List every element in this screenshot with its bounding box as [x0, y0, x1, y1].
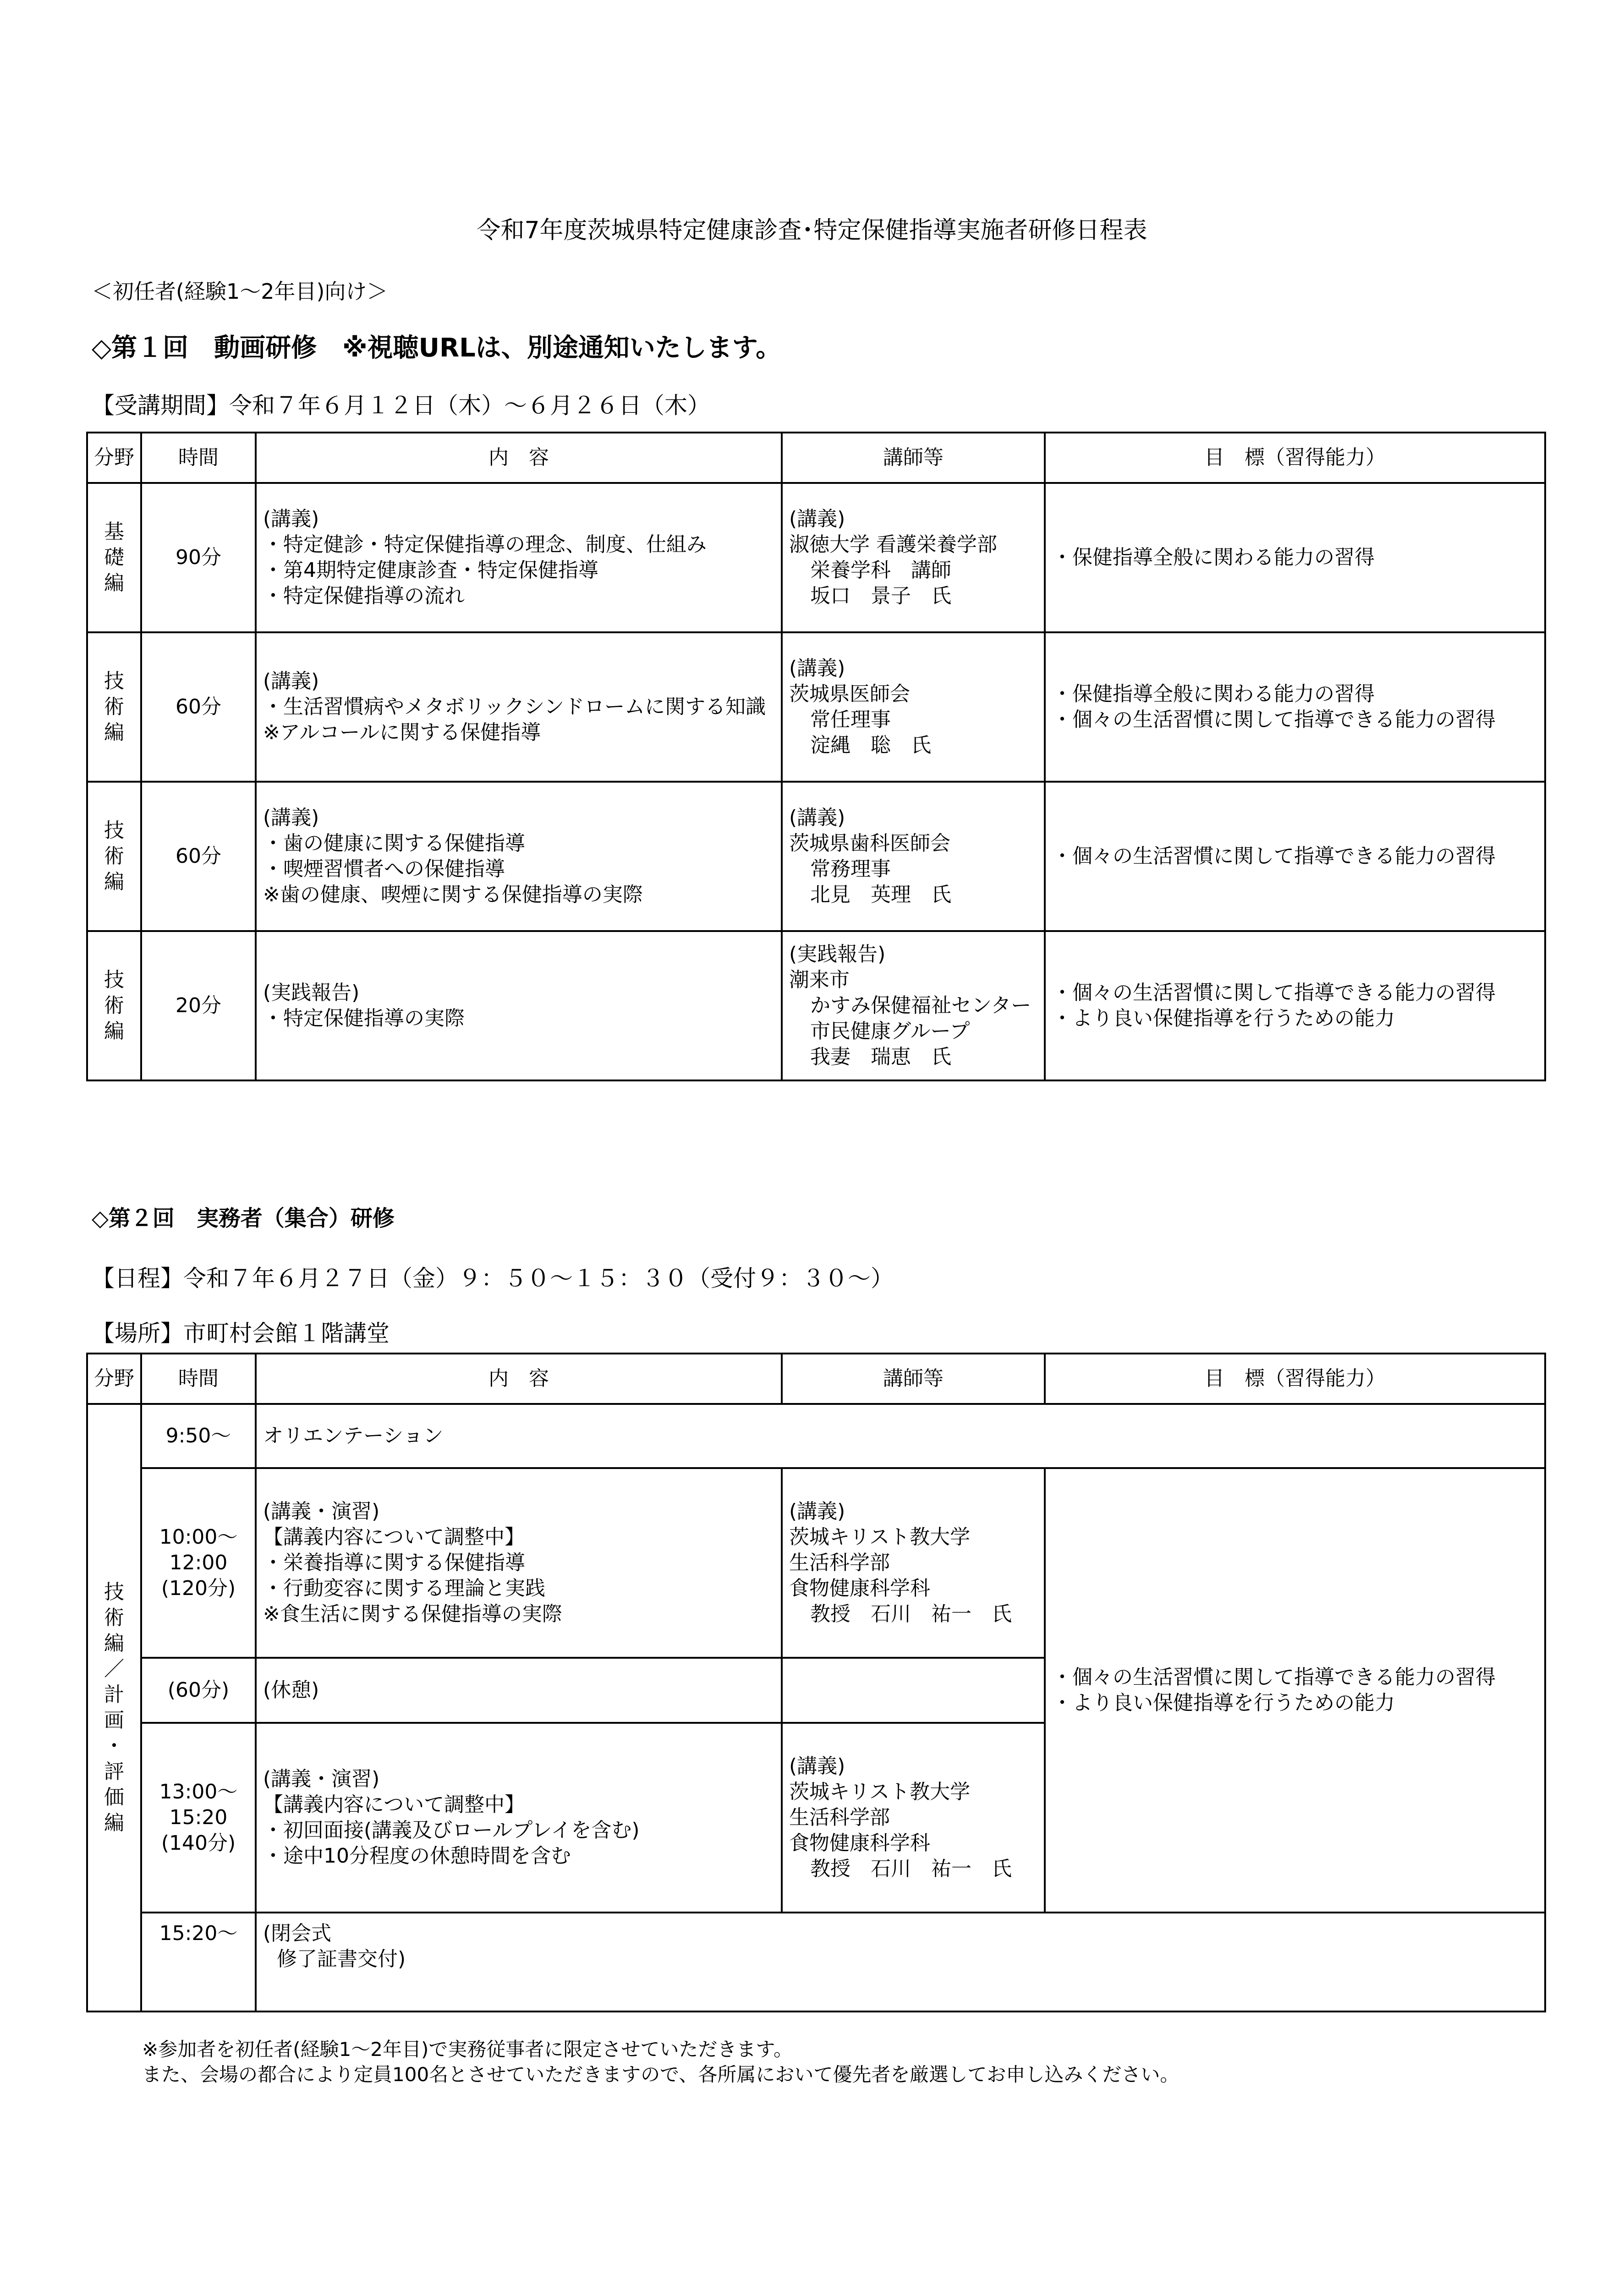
session2-table	[86, 1353, 1546, 2012]
header-field: 分野	[87, 433, 141, 483]
field-cell: 技 術 編 ／ 計 画 ・ 評 価 編	[87, 1404, 141, 2011]
page-title: 令和7年度茨城県特定健康診査･特定保健指導実施者研修日程表	[477, 217, 1147, 244]
content-cell: (閉会式 修了証書交付)	[256, 1913, 1545, 2011]
table-header-row	[87, 433, 1545, 483]
field-cell: 技 術 編	[87, 782, 141, 931]
field-cell: 基 礎 編	[87, 483, 141, 632]
content-cell: (講義) ・歯の健康に関する保健指導 ・喫煙習慣者への保健指導 ※歯の健康、喫煙に関する保健指導の実際	[256, 782, 782, 931]
header-content: 内 容	[256, 433, 782, 483]
table-row	[87, 632, 1545, 782]
time-cell: 13:00～ 15:20 (140分)	[141, 1723, 256, 1913]
content-cell: (実践報告) ・特定保健指導の実際	[256, 931, 782, 1080]
session1-heading: ◇第１回 動画研修 ※視聴URLは、別途通知いたします。	[92, 333, 782, 363]
session1-period: 【受講期間】令和７年６月１２日（木）～６月２６日（木）	[92, 392, 710, 419]
content-cell: オリエンテーション	[256, 1404, 1545, 1468]
goal-cell: ・個々の生活習慣に関して指導できる能力の習得	[1045, 782, 1545, 931]
time-cell: 10:00～ 12:00 (120分)	[141, 1468, 256, 1658]
table-row	[87, 1404, 1545, 1468]
time-cell: 90分	[141, 483, 256, 632]
field-cell: 技 術 編	[87, 632, 141, 782]
header-lecturer: 講師等	[782, 433, 1045, 483]
time-cell: 15:20～	[141, 1913, 256, 2011]
time-cell: (60分)	[141, 1658, 256, 1723]
session2-place: 【場所】市町村会館１階講堂	[92, 1320, 390, 1347]
table-header-row	[87, 1354, 1545, 1404]
content-cell: (講義) ・特定健診・特定保健指導の理念、制度、仕組み ・第4期特定健康診査・特定保健指導 ・特定保健指導の流れ	[256, 483, 782, 632]
field-cell: 技 術 編	[87, 931, 141, 1080]
note-line-1: ※参加者を初任者(経験1～2年目)で実務従事者に限定させていただきます。	[142, 2038, 793, 2061]
lecturer-cell: (実践報告) 潮来市 かすみ保健福祉センター 市民健康グループ 我妻 瑞恵 氏	[782, 931, 1045, 1080]
note-line-2: また、会場の都合により定員100名とさせていただきますので、各所属において優先者を厳選してお申し込みください。	[142, 2063, 1180, 2086]
table-row	[87, 1468, 1545, 1658]
lecturer-cell: (講義) 茨城キリスト教大学 生活科学部 食物健康科学科 教授 石川 祐一 氏	[782, 1468, 1045, 1658]
header-time: 時間	[141, 1354, 256, 1404]
session1-table	[86, 432, 1546, 1081]
table-row	[87, 483, 1545, 632]
content-cell: (講義・演習) 【講義内容について調整中】 ・栄養指導に関する保健指導 ・行動変容に関する理論と実践 ※食生活に関する保健指導の実際	[256, 1468, 782, 1658]
goal-cell: ・個々の生活習慣に関して指導できる能力の習得 ・より良い保健指導を行うための能力	[1045, 1468, 1545, 1913]
header-goal: 目 標（習得能力）	[1045, 433, 1545, 483]
table-row	[87, 782, 1545, 931]
time-cell: 60分	[141, 782, 256, 931]
table-row	[87, 1913, 1545, 2011]
lecturer-cell-empty	[782, 1658, 1045, 1723]
content-cell: (講義) ・生活習慣病やメタボリックシンドロームに関する知識 ※アルコールに関する保健指導	[256, 632, 782, 782]
header-lecturer: 講師等	[782, 1354, 1045, 1404]
lecturer-cell: (講義) 茨城県歯科医師会 常務理事 北見 英理 氏	[782, 782, 1045, 931]
goal-cell: ・保健指導全般に関わる能力の習得	[1045, 483, 1545, 632]
header-goal: 目 標（習得能力）	[1045, 1354, 1545, 1404]
audience-label: ＜初任者(経験1～2年目)向け＞	[92, 279, 388, 304]
lecturer-cell: (講義) 淑徳大学 看護栄養学部 栄養学科 講師 坂口 景子 氏	[782, 483, 1045, 632]
lecturer-cell: (講義) 茨城キリスト教大学 生活科学部 食物健康科学科 教授 石川 祐一 氏	[782, 1723, 1045, 1913]
content-cell: (講義・演習) 【講義内容について調整中】 ・初回面接(講義及びロールプレイを含む) ・途中10分程度の休憩時間を含む	[256, 1723, 782, 1913]
header-content: 内 容	[256, 1354, 782, 1404]
session2-schedule: 【日程】令和７年６月２７日（金）９：５０～１５：３０（受付９：３０～）	[92, 1265, 894, 1292]
goal-cell: ・個々の生活習慣に関して指導できる能力の習得 ・より良い保健指導を行うための能力	[1045, 931, 1545, 1080]
header-field: 分野	[87, 1354, 141, 1404]
session2-heading: ◇第２回 実務者（集合）研修	[92, 1206, 395, 1231]
lecturer-cell: (講義) 茨城県医師会 常任理事 淀縄 聡 氏	[782, 632, 1045, 782]
content-cell: (休憩)	[256, 1658, 782, 1723]
time-cell: 60分	[141, 632, 256, 782]
table-row	[87, 931, 1545, 1080]
goal-cell: ・保健指導全般に関わる能力の習得 ・個々の生活習慣に関して指導できる能力の習得	[1045, 632, 1545, 782]
header-time: 時間	[141, 433, 256, 483]
time-cell: 20分	[141, 931, 256, 1080]
time-cell: 9:50～	[141, 1404, 256, 1468]
